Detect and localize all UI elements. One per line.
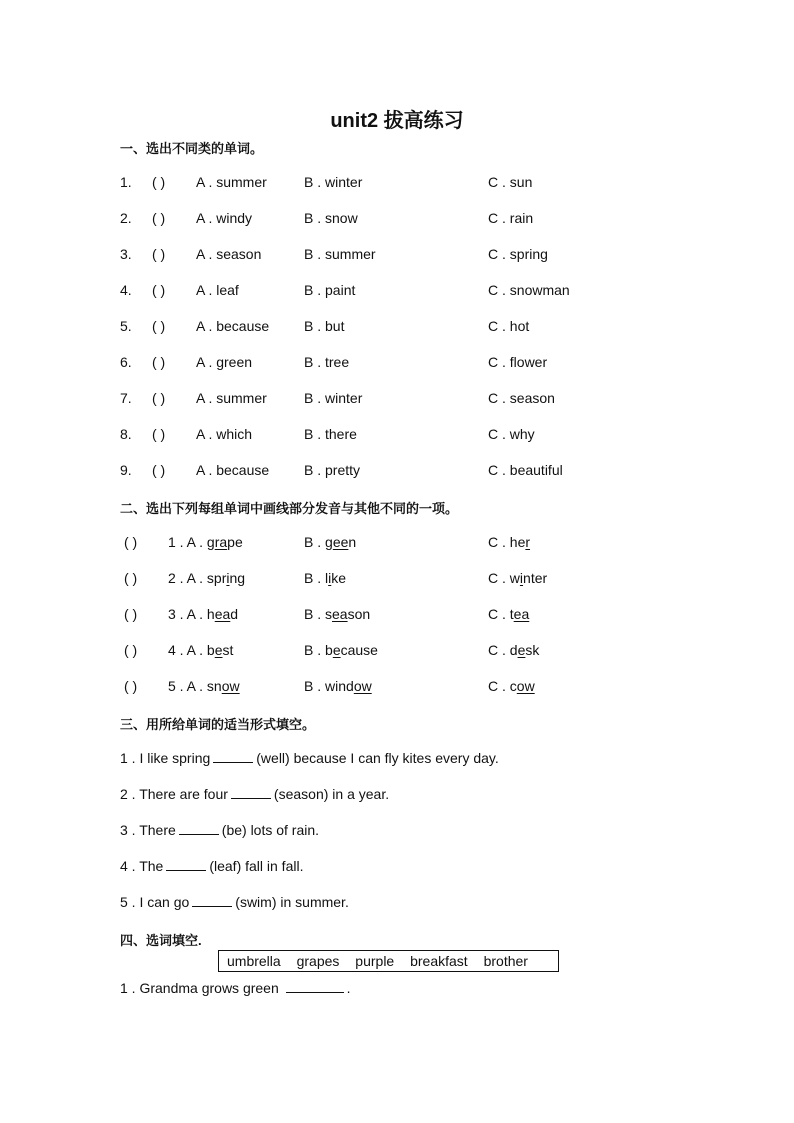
option-prefix: B . bbox=[304, 534, 326, 550]
section3-heading: 三、用所给单词的适当形式填空。 bbox=[120, 717, 316, 732]
underlined-part: e bbox=[214, 642, 223, 658]
underlined-part: ow bbox=[353, 678, 372, 694]
option-c bbox=[488, 570, 547, 586]
underlined-part: ea bbox=[513, 606, 530, 622]
option-prefix: B . bbox=[304, 642, 326, 658]
option-b: B . summer bbox=[304, 246, 376, 262]
fill-item-suffix: (be) lots of rain. bbox=[221, 822, 320, 838]
answer-parentheses[interactable]: ( ) bbox=[124, 606, 138, 622]
word-part: g bbox=[206, 534, 215, 550]
question-number: 2. bbox=[120, 210, 132, 226]
word-part: s bbox=[325, 606, 333, 622]
underlined-part: e bbox=[332, 642, 341, 658]
answer-blank[interactable] bbox=[213, 750, 253, 763]
word-bank-word: purple bbox=[355, 953, 395, 969]
word-part: n bbox=[348, 534, 357, 550]
underlined-part: i bbox=[226, 570, 230, 586]
answer-parentheses[interactable]: ( ) bbox=[152, 282, 166, 298]
option-b: B . pretty bbox=[304, 462, 361, 478]
option-c: C . hot bbox=[488, 318, 530, 334]
fill-item-prefix: 1 . Grandma grows green bbox=[120, 980, 279, 996]
fill-item-prefix: 3 . There bbox=[120, 822, 176, 838]
option-b: B . tree bbox=[304, 354, 350, 370]
option-b: B . there bbox=[304, 426, 357, 442]
word-part: d bbox=[230, 606, 239, 622]
option-a: A . because bbox=[196, 318, 270, 334]
answer-parentheses[interactable]: ( ) bbox=[152, 390, 166, 406]
option-c bbox=[488, 534, 530, 550]
word-part: son bbox=[347, 606, 371, 622]
option-c bbox=[488, 642, 539, 658]
option-a: A . which bbox=[196, 426, 253, 442]
option-c: C . snowman bbox=[488, 282, 570, 298]
word-part: g bbox=[325, 534, 333, 550]
option-c: C . why bbox=[488, 426, 535, 442]
question-number: 8. bbox=[120, 426, 132, 442]
word-part: ng bbox=[229, 570, 246, 586]
section2-heading: 二、选出下列每组单词中画线部分发音与其他不同的一项。 bbox=[120, 501, 459, 516]
option-a: A . leaf bbox=[196, 282, 239, 298]
underlined-part: ea bbox=[214, 606, 231, 622]
word-part: b bbox=[325, 642, 333, 658]
option-b: B . winter bbox=[304, 390, 363, 406]
option-a bbox=[168, 678, 240, 694]
option-prefix: C . bbox=[488, 678, 510, 694]
option-prefix: 1 . A . bbox=[168, 534, 207, 550]
option-prefix: C . bbox=[488, 642, 510, 658]
word-part: c bbox=[509, 678, 517, 694]
fill-item-suffix: (well) because I can fly kites every day. bbox=[256, 750, 499, 766]
option-c bbox=[488, 678, 535, 694]
word-part: l bbox=[325, 570, 329, 586]
option-a bbox=[168, 606, 238, 622]
answer-blank[interactable] bbox=[231, 786, 271, 799]
answer-parentheses[interactable]: ( ) bbox=[152, 318, 166, 334]
answer-blank[interactable] bbox=[192, 894, 232, 907]
option-a bbox=[168, 570, 245, 586]
option-prefix: C . bbox=[488, 570, 510, 586]
option-prefix: 2 . A . bbox=[168, 570, 207, 586]
fill-item bbox=[120, 858, 303, 874]
word-bank-word: brother bbox=[483, 953, 528, 969]
fill-item bbox=[120, 980, 351, 996]
fill-item-suffix: (leaf) fall in fall. bbox=[209, 858, 304, 874]
option-prefix: C . bbox=[488, 534, 510, 550]
option-a bbox=[168, 642, 233, 658]
option-b bbox=[304, 642, 378, 658]
question-number: 4. bbox=[120, 282, 132, 298]
option-a: A . summer bbox=[196, 174, 267, 190]
option-b bbox=[304, 678, 372, 694]
option-b: B . paint bbox=[304, 282, 356, 298]
underlined-part: ow bbox=[221, 678, 240, 694]
word-bank-word: breakfast bbox=[410, 953, 468, 969]
fill-item-suffix: (swim) in summer. bbox=[235, 894, 349, 910]
option-c: C . beautiful bbox=[488, 462, 563, 478]
option-a: A . because bbox=[196, 462, 270, 478]
word-part: he bbox=[509, 534, 526, 550]
option-a: A . season bbox=[196, 246, 262, 262]
word-part: t bbox=[509, 606, 514, 622]
fill-item bbox=[120, 750, 499, 766]
word-part: sk bbox=[525, 642, 540, 658]
answer-blank[interactable] bbox=[166, 858, 206, 871]
question-number: 5. bbox=[120, 318, 132, 334]
word-bank-box bbox=[218, 950, 559, 972]
option-prefix: B . bbox=[304, 606, 326, 622]
underlined-part: i bbox=[328, 570, 332, 586]
word-part: h bbox=[206, 606, 215, 622]
answer-parentheses[interactable]: ( ) bbox=[124, 570, 138, 586]
question-number: 9. bbox=[120, 462, 132, 478]
underlined-part: ea bbox=[332, 606, 348, 622]
answer-parentheses[interactable]: ( ) bbox=[152, 462, 166, 478]
option-b bbox=[304, 534, 356, 550]
section4-heading: 四、选词填空. bbox=[120, 933, 202, 948]
option-b: B . snow bbox=[304, 210, 358, 226]
word-part: spr bbox=[206, 570, 227, 586]
option-b bbox=[304, 570, 346, 586]
option-c: C . spring bbox=[488, 246, 548, 262]
answer-parentheses[interactable]: ( ) bbox=[152, 354, 166, 370]
word-part: pe bbox=[227, 534, 243, 550]
underlined-part: i bbox=[519, 570, 524, 586]
answer-parentheses[interactable]: ( ) bbox=[152, 174, 166, 190]
fill-item-prefix: 5 . I can go bbox=[120, 894, 190, 910]
option-a: A . green bbox=[196, 354, 253, 370]
word-part: b bbox=[206, 642, 215, 658]
question-number: 6. bbox=[120, 354, 132, 370]
answer-parentheses[interactable]: ( ) bbox=[152, 246, 166, 262]
answer-parentheses[interactable]: ( ) bbox=[152, 426, 166, 442]
fill-item bbox=[120, 786, 389, 802]
answer-blank[interactable] bbox=[286, 980, 344, 993]
option-c bbox=[488, 606, 529, 622]
word-bank-word: grapes bbox=[296, 953, 340, 969]
option-b bbox=[304, 606, 370, 622]
underlined-part: ee bbox=[332, 534, 349, 550]
option-a: A . summer bbox=[196, 390, 267, 406]
fill-item bbox=[120, 822, 319, 838]
question-number: 3. bbox=[120, 246, 132, 262]
option-c: C . sun bbox=[488, 174, 533, 190]
answer-parentheses[interactable]: ( ) bbox=[124, 642, 138, 658]
fill-item-prefix: 2 . There are four bbox=[120, 786, 228, 802]
underlined-part: r bbox=[525, 534, 531, 550]
section1-heading: 一、选出不同类的单词。 bbox=[120, 141, 264, 156]
option-prefix: 5 . A . bbox=[168, 678, 207, 694]
option-prefix: B . bbox=[304, 678, 326, 694]
option-prefix: 3 . A . bbox=[168, 606, 207, 622]
fill-item-suffix: . bbox=[346, 980, 351, 996]
fill-item-suffix: (season) in a year. bbox=[273, 786, 390, 802]
word-part: cause bbox=[340, 642, 378, 658]
word-part: w bbox=[509, 570, 520, 586]
underlined-part: ow bbox=[516, 678, 535, 694]
fill-item-prefix: 4 . The bbox=[120, 858, 164, 874]
answer-parentheses[interactable]: ( ) bbox=[152, 210, 166, 226]
underlined-part: ra bbox=[214, 534, 228, 550]
answer-blank[interactable] bbox=[179, 822, 219, 835]
question-number: 1. bbox=[120, 174, 132, 190]
option-c: C . season bbox=[488, 390, 555, 406]
option-a bbox=[168, 534, 243, 550]
word-part: d bbox=[509, 642, 518, 658]
option-a: A . windy bbox=[196, 210, 253, 226]
word-part: ke bbox=[331, 570, 347, 586]
page-title: unit2 拔高练习 bbox=[330, 110, 464, 132]
option-c: C . flower bbox=[488, 354, 548, 370]
option-prefix: B . bbox=[304, 570, 326, 586]
word-part: wind bbox=[325, 678, 354, 694]
word-part: sn bbox=[206, 678, 222, 694]
option-b: B . winter bbox=[304, 174, 363, 190]
underlined-part: e bbox=[517, 642, 526, 658]
answer-parentheses[interactable]: ( ) bbox=[124, 678, 138, 694]
word-bank-word: umbrella bbox=[227, 953, 281, 969]
word-part: st bbox=[222, 642, 234, 658]
option-b: B . but bbox=[304, 318, 345, 334]
word-part: nter bbox=[523, 570, 548, 586]
option-prefix: C . bbox=[488, 606, 510, 622]
option-c: C . rain bbox=[488, 210, 534, 226]
fill-item bbox=[120, 894, 349, 910]
option-prefix: 4 . A . bbox=[168, 642, 207, 658]
fill-item-prefix: 1 . I like spring bbox=[120, 750, 211, 766]
question-number: 7. bbox=[120, 390, 132, 406]
answer-parentheses[interactable]: ( ) bbox=[124, 534, 138, 550]
